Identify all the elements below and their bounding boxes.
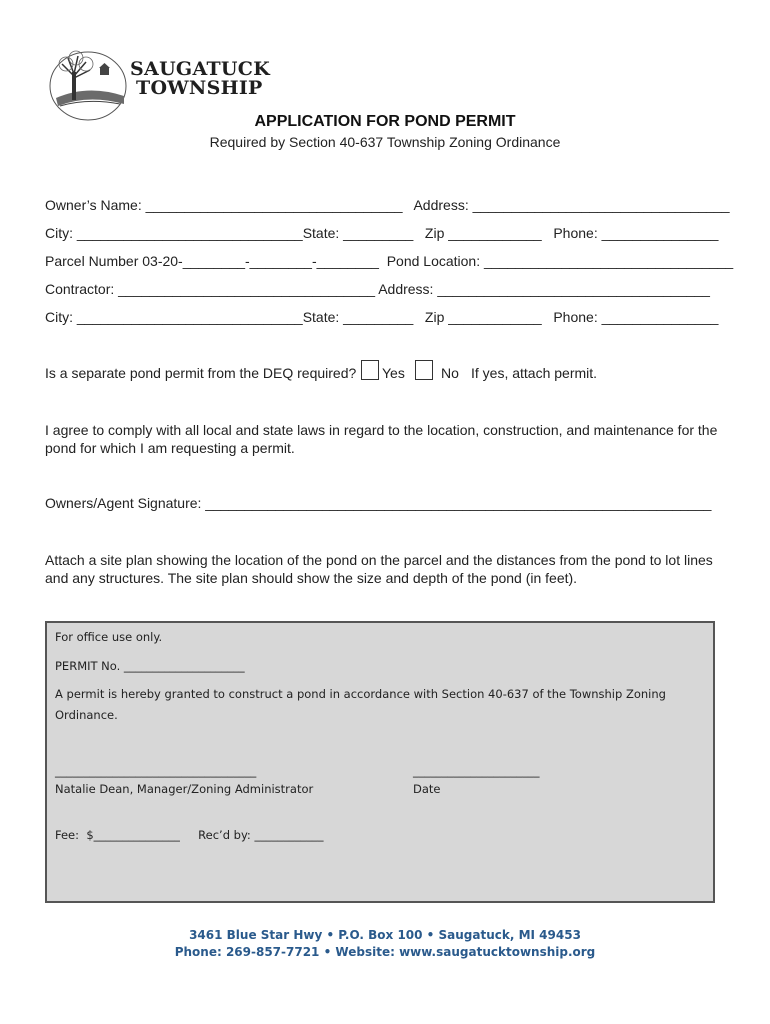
owner-name-line[interactable]: Owner’s Name: _________________________________ Address: _________________________________	[45, 197, 730, 213]
tree-logo-icon	[48, 48, 128, 122]
fee-received-line[interactable]: Fee: $_______________ Rec’d by: ____________	[55, 828, 324, 842]
deq-note: If yes, attach permit.	[471, 365, 598, 381]
logo-line-2: TOWNSHIP	[136, 77, 263, 99]
yes-label: Yes	[382, 365, 405, 381]
deq-question: Is a separate pond permit from the DEQ required?	[45, 365, 357, 381]
page-subtitle: Required by Section 40-637 Township Zoning Ordinance	[209, 134, 561, 150]
footer-address: 3461 Blue Star Hwy • P.O. Box 100 • Saugatuck, MI 49453	[189, 928, 581, 942]
grant-text-line-1: A permit is hereby granted to construct a pond in accordance with Section 40-637 of the Township Zoning	[55, 687, 666, 701]
date-signature-line[interactable]: ______________________	[413, 764, 540, 778]
signature-line[interactable]: Owners/Agent Signature: _________________________________________________________________	[45, 495, 712, 511]
administrator-name: Natalie Dean, Manager/Zoning Administrator	[55, 782, 314, 796]
contractor-city-line[interactable]: City: _____________________________State: _________ Zip ____________ Phone: _______________	[45, 309, 719, 325]
administrator-signature-line[interactable]: ___________________________________	[55, 764, 257, 778]
site-plan-text: Attach a site plan showing the location of the pond on the parcel and the distances from the pond to lot lines and any structures. The site plan should show the size and depth of the pond (in feet).	[45, 552, 713, 586]
township-logo-text	[130, 60, 270, 98]
agreement-text: I agree to comply with all local and state laws in regard to the location, construction, and maintenance for the pond for which I am requesting a permit.	[45, 422, 718, 456]
grant-text-line-2: Ordinance.	[55, 708, 118, 722]
no-checkbox[interactable]	[415, 360, 433, 380]
no-label: No	[441, 365, 459, 381]
page-title: APPLICATION FOR POND PERMIT	[254, 113, 516, 130]
office-use-box	[45, 621, 715, 903]
owner-city-line[interactable]: City: _____________________________State: _________ Zip ____________ Phone: _______________	[45, 225, 719, 241]
office-heading: For office use only.	[55, 630, 163, 644]
date-label: Date	[413, 782, 441, 796]
contractor-line[interactable]: Contractor: _________________________________ Address: ___________________________________	[45, 281, 710, 297]
yes-checkbox[interactable]	[361, 360, 379, 380]
parcel-line[interactable]: Parcel Number 03-20-________-________-________ Pond Location: ________________________________	[45, 253, 734, 269]
footer-contact: Phone: 269-857-7721 • Website: www.saugatucktownship.org	[174, 945, 596, 959]
permit-number-field[interactable]: PERMIT No. _____________________	[55, 659, 245, 673]
logo-line-1: SAUGATUCK	[130, 58, 271, 80]
